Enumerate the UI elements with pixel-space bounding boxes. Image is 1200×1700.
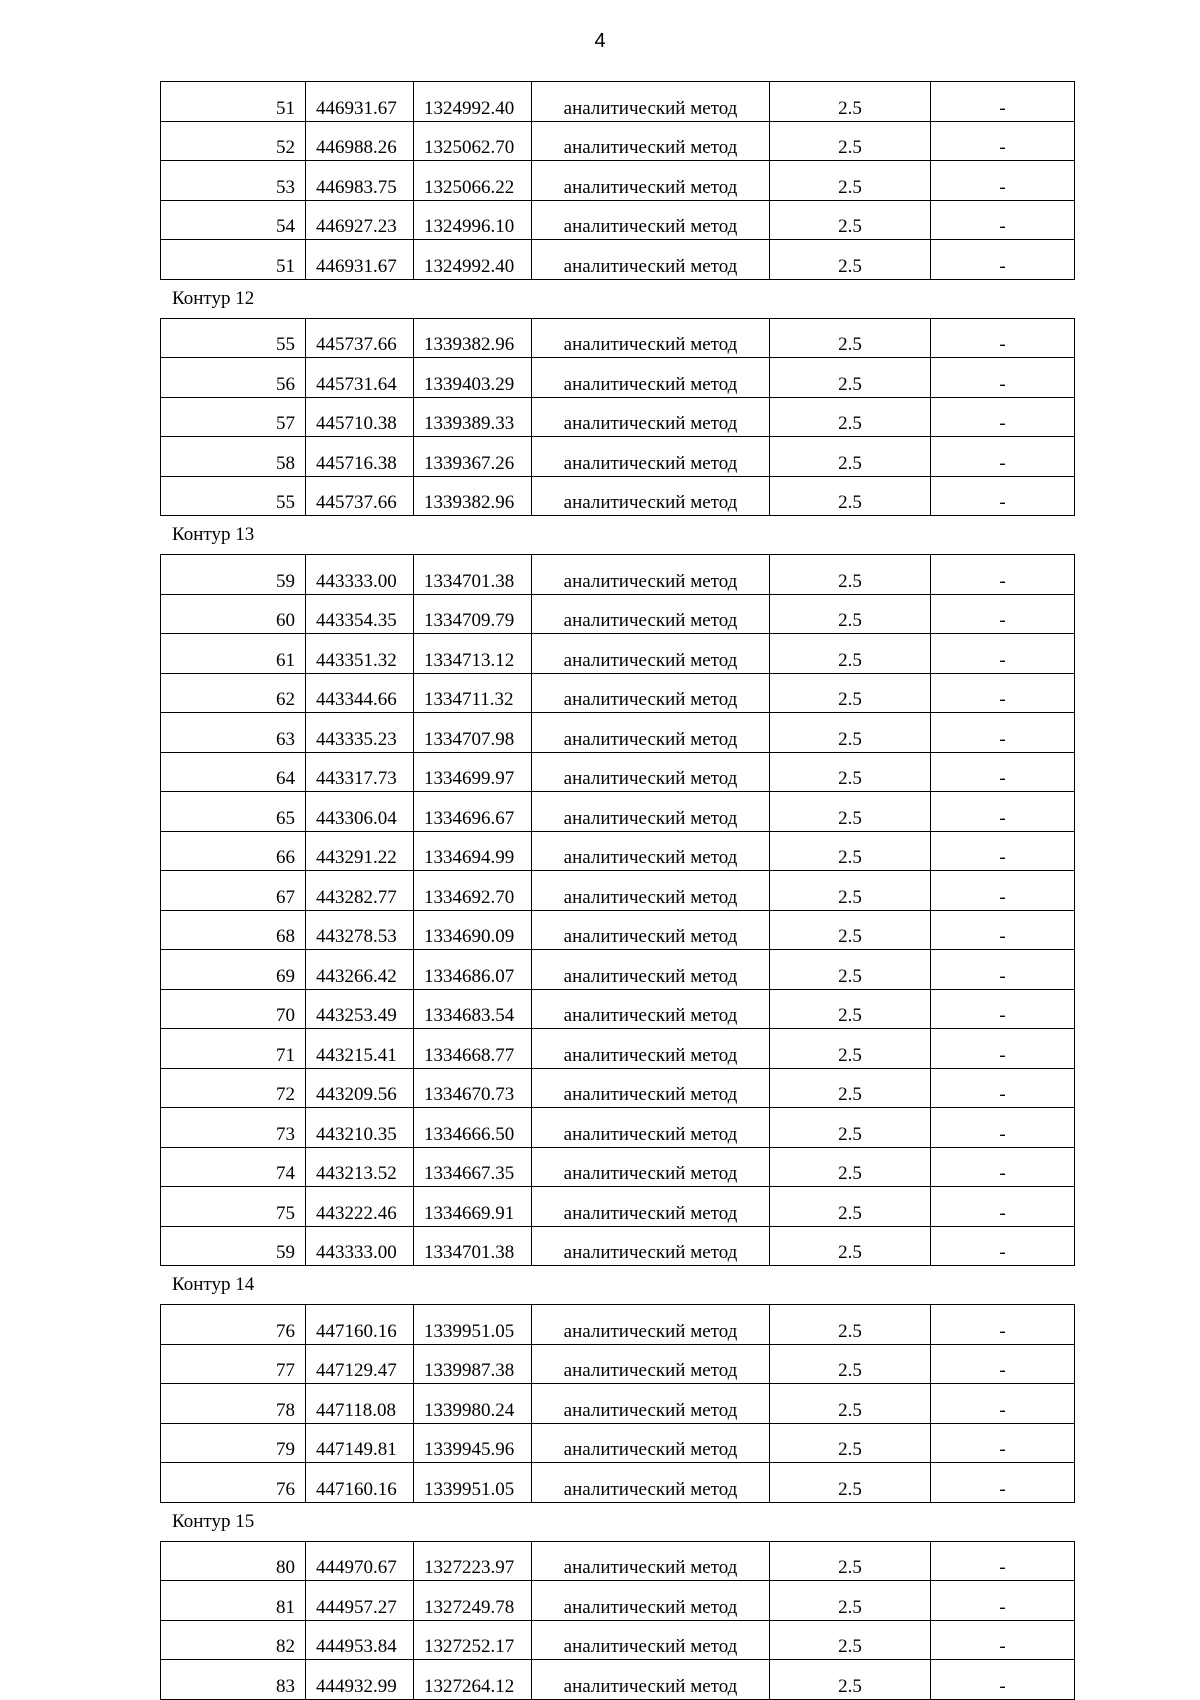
table-row (161, 713, 1075, 753)
y-coordinate-cell: 1327223.97 (414, 1541, 532, 1581)
y-coordinate-cell: 1334701.38 (414, 1226, 532, 1266)
page-number: 4 (594, 30, 606, 52)
point-number-cell: 80 (161, 1541, 306, 1581)
table-row (161, 1423, 1075, 1463)
note-cell: - (931, 1660, 1075, 1700)
table-row (161, 200, 1075, 240)
table-row (161, 752, 1075, 792)
x-coordinate-cell: 443213.52 (306, 1147, 414, 1187)
point-number-cell: 60 (161, 594, 306, 634)
x-coordinate-cell: 445710.38 (306, 397, 414, 437)
point-number-cell: 79 (161, 1423, 306, 1463)
note-cell: - (931, 397, 1075, 437)
x-coordinate-cell: 443278.53 (306, 910, 414, 950)
method-cell: аналитический метод (532, 1384, 770, 1424)
table-row (161, 1029, 1075, 1069)
y-coordinate-cell: 1339951.05 (414, 1463, 532, 1503)
accuracy-cell: 2.5 (770, 1305, 931, 1345)
note-cell: - (931, 1620, 1075, 1660)
method-cell: аналитический метод (532, 1344, 770, 1384)
y-coordinate-cell: 1339951.05 (414, 1305, 532, 1345)
y-coordinate-cell: 1339980.24 (414, 1384, 532, 1424)
y-coordinate-cell: 1339382.96 (414, 476, 532, 516)
method-cell: аналитический метод (532, 1226, 770, 1266)
x-coordinate-cell: 445716.38 (306, 437, 414, 477)
x-coordinate-cell: 443282.77 (306, 871, 414, 911)
method-cell: аналитический метод (532, 1305, 770, 1345)
note-cell: - (931, 121, 1075, 161)
coordinates-table (160, 318, 1075, 517)
method-cell: аналитический метод (532, 831, 770, 871)
point-number-cell: 57 (161, 397, 306, 437)
y-coordinate-cell: 1324992.40 (414, 82, 532, 122)
y-coordinate-cell: 1324992.40 (414, 240, 532, 280)
coordinates-table (160, 1304, 1075, 1503)
y-coordinate-cell: 1334669.91 (414, 1187, 532, 1227)
table-row (161, 871, 1075, 911)
note-cell: - (931, 1344, 1075, 1384)
x-coordinate-cell: 447160.16 (306, 1305, 414, 1345)
method-cell: аналитический метод (532, 82, 770, 122)
contour-label: Контур 12 (172, 287, 255, 309)
note-cell: - (931, 555, 1075, 595)
point-number-cell: 64 (161, 752, 306, 792)
point-number-cell: 55 (161, 318, 306, 358)
point-number-cell: 74 (161, 1147, 306, 1187)
method-cell: аналитический метод (532, 792, 770, 832)
accuracy-cell: 2.5 (770, 634, 931, 674)
accuracy-cell: 2.5 (770, 82, 931, 122)
x-coordinate-cell: 447129.47 (306, 1344, 414, 1384)
accuracy-cell: 2.5 (770, 752, 931, 792)
note-cell: - (931, 752, 1075, 792)
note-cell: - (931, 594, 1075, 634)
accuracy-cell: 2.5 (770, 1541, 931, 1581)
accuracy-cell: 2.5 (770, 910, 931, 950)
accuracy-cell: 2.5 (770, 200, 931, 240)
method-cell: аналитический метод (532, 358, 770, 398)
y-coordinate-cell: 1334713.12 (414, 634, 532, 674)
x-coordinate-cell: 443209.56 (306, 1068, 414, 1108)
point-number-cell: 67 (161, 871, 306, 911)
note-cell: - (931, 1423, 1075, 1463)
point-number-cell: 52 (161, 121, 306, 161)
point-number-cell: 76 (161, 1463, 306, 1503)
coordinates-document (160, 81, 1074, 1700)
note-cell: - (931, 634, 1075, 674)
y-coordinate-cell: 1334667.35 (414, 1147, 532, 1187)
table-row (161, 1344, 1075, 1384)
y-coordinate-cell: 1339945.96 (414, 1423, 532, 1463)
x-coordinate-cell: 444932.99 (306, 1660, 414, 1700)
point-number-cell: 83 (161, 1660, 306, 1700)
method-cell: аналитический метод (532, 397, 770, 437)
method-cell: аналитический метод (532, 989, 770, 1029)
accuracy-cell: 2.5 (770, 1384, 931, 1424)
note-cell: - (931, 792, 1075, 832)
accuracy-cell: 2.5 (770, 476, 931, 516)
x-coordinate-cell: 443333.00 (306, 1226, 414, 1266)
point-number-cell: 68 (161, 910, 306, 950)
x-coordinate-cell: 446988.26 (306, 121, 414, 161)
x-coordinate-cell: 446931.67 (306, 82, 414, 122)
x-coordinate-cell: 445731.64 (306, 358, 414, 398)
x-coordinate-cell: 444953.84 (306, 1620, 414, 1660)
accuracy-cell: 2.5 (770, 1187, 931, 1227)
y-coordinate-cell: 1334670.73 (414, 1068, 532, 1108)
note-cell: - (931, 910, 1075, 950)
note-cell: - (931, 1541, 1075, 1581)
coordinates-table (160, 1541, 1075, 1700)
table-row (161, 1226, 1075, 1266)
method-cell: аналитический метод (532, 1423, 770, 1463)
note-cell: - (931, 161, 1075, 201)
note-cell: - (931, 1305, 1075, 1345)
method-cell: аналитический метод (532, 1581, 770, 1621)
accuracy-cell: 2.5 (770, 792, 931, 832)
note-cell: - (931, 1068, 1075, 1108)
method-cell: аналитический метод (532, 1463, 770, 1503)
y-coordinate-cell: 1334692.70 (414, 871, 532, 911)
note-cell: - (931, 1108, 1075, 1148)
point-number-cell: 78 (161, 1384, 306, 1424)
accuracy-cell: 2.5 (770, 1029, 931, 1069)
method-cell: аналитический метод (532, 240, 770, 280)
table-row (161, 1620, 1075, 1660)
point-number-cell: 73 (161, 1108, 306, 1148)
accuracy-cell: 2.5 (770, 318, 931, 358)
x-coordinate-cell: 444957.27 (306, 1581, 414, 1621)
method-cell: аналитический метод (532, 1187, 770, 1227)
table-row (161, 121, 1075, 161)
note-cell: - (931, 673, 1075, 713)
point-number-cell: 51 (161, 82, 306, 122)
x-coordinate-cell: 445737.66 (306, 318, 414, 358)
x-coordinate-cell: 443354.35 (306, 594, 414, 634)
accuracy-cell: 2.5 (770, 950, 931, 990)
point-number-cell: 62 (161, 673, 306, 713)
method-cell: аналитический метод (532, 1541, 770, 1581)
y-coordinate-cell: 1339382.96 (414, 318, 532, 358)
accuracy-cell: 2.5 (770, 161, 931, 201)
note-cell: - (931, 1187, 1075, 1227)
x-coordinate-cell: 447160.16 (306, 1463, 414, 1503)
point-number-cell: 75 (161, 1187, 306, 1227)
accuracy-cell: 2.5 (770, 437, 931, 477)
point-number-cell: 77 (161, 1344, 306, 1384)
x-coordinate-cell: 445737.66 (306, 476, 414, 516)
method-cell: аналитический метод (532, 476, 770, 516)
note-cell: - (931, 1581, 1075, 1621)
x-coordinate-cell: 443253.49 (306, 989, 414, 1029)
accuracy-cell: 2.5 (770, 1226, 931, 1266)
method-cell: аналитический метод (532, 673, 770, 713)
method-cell: аналитический метод (532, 634, 770, 674)
table-row (161, 82, 1075, 122)
table-row (161, 831, 1075, 871)
table-row (161, 673, 1075, 713)
accuracy-cell: 2.5 (770, 1463, 931, 1503)
point-number-cell: 56 (161, 358, 306, 398)
accuracy-cell: 2.5 (770, 1068, 931, 1108)
note-cell: - (931, 1463, 1075, 1503)
y-coordinate-cell: 1334711.32 (414, 673, 532, 713)
y-coordinate-cell: 1334707.98 (414, 713, 532, 753)
accuracy-cell: 2.5 (770, 713, 931, 753)
point-number-cell: 70 (161, 989, 306, 1029)
note-cell: - (931, 476, 1075, 516)
accuracy-cell: 2.5 (770, 871, 931, 911)
table-row (161, 318, 1075, 358)
method-cell: аналитический метод (532, 950, 770, 990)
table-row (161, 1068, 1075, 1108)
method-cell: аналитический метод (532, 1620, 770, 1660)
table-row (161, 358, 1075, 398)
table-row (161, 240, 1075, 280)
x-coordinate-cell: 447149.81 (306, 1423, 414, 1463)
y-coordinate-cell: 1327252.17 (414, 1620, 532, 1660)
table-row (161, 555, 1075, 595)
method-cell: аналитический метод (532, 1068, 770, 1108)
point-number-cell: 81 (161, 1581, 306, 1621)
x-coordinate-cell: 447118.08 (306, 1384, 414, 1424)
accuracy-cell: 2.5 (770, 121, 931, 161)
accuracy-cell: 2.5 (770, 1581, 931, 1621)
accuracy-cell: 2.5 (770, 1620, 931, 1660)
y-coordinate-cell: 1334683.54 (414, 989, 532, 1029)
y-coordinate-cell: 1334686.07 (414, 950, 532, 990)
y-coordinate-cell: 1339987.38 (414, 1344, 532, 1384)
point-number-cell: 55 (161, 476, 306, 516)
accuracy-cell: 2.5 (770, 397, 931, 437)
x-coordinate-cell: 444970.67 (306, 1541, 414, 1581)
x-coordinate-cell: 443291.22 (306, 831, 414, 871)
point-number-cell: 61 (161, 634, 306, 674)
x-coordinate-cell: 446931.67 (306, 240, 414, 280)
y-coordinate-cell: 1327264.12 (414, 1660, 532, 1700)
y-coordinate-cell: 1339403.29 (414, 358, 532, 398)
accuracy-cell: 2.5 (770, 1344, 931, 1384)
point-number-cell: 66 (161, 831, 306, 871)
y-coordinate-cell: 1325062.70 (414, 121, 532, 161)
x-coordinate-cell: 443210.35 (306, 1108, 414, 1148)
table-row (161, 476, 1075, 516)
method-cell: аналитический метод (532, 1660, 770, 1700)
x-coordinate-cell: 443351.32 (306, 634, 414, 674)
y-coordinate-cell: 1334696.67 (414, 792, 532, 832)
y-coordinate-cell: 1334701.38 (414, 555, 532, 595)
y-coordinate-cell: 1334709.79 (414, 594, 532, 634)
table-row (161, 1660, 1075, 1700)
table-row (161, 1581, 1075, 1621)
note-cell: - (931, 989, 1075, 1029)
table-row (161, 1463, 1075, 1503)
accuracy-cell: 2.5 (770, 1147, 931, 1187)
y-coordinate-cell: 1339389.33 (414, 397, 532, 437)
table-row (161, 1384, 1075, 1424)
point-number-cell: 71 (161, 1029, 306, 1069)
x-coordinate-cell: 443306.04 (306, 792, 414, 832)
note-cell: - (931, 240, 1075, 280)
table-row (161, 397, 1075, 437)
method-cell: аналитический метод (532, 121, 770, 161)
x-coordinate-cell: 446927.23 (306, 200, 414, 240)
note-cell: - (931, 713, 1075, 753)
note-cell: - (931, 871, 1075, 911)
method-cell: аналитический метод (532, 318, 770, 358)
table-row (161, 1305, 1075, 1345)
x-coordinate-cell: 446983.75 (306, 161, 414, 201)
point-number-cell: 65 (161, 792, 306, 832)
point-number-cell: 54 (161, 200, 306, 240)
x-coordinate-cell: 443333.00 (306, 555, 414, 595)
note-cell: - (931, 82, 1075, 122)
y-coordinate-cell: 1334668.77 (414, 1029, 532, 1069)
method-cell: аналитический метод (532, 594, 770, 634)
accuracy-cell: 2.5 (770, 1423, 931, 1463)
table-row (161, 437, 1075, 477)
point-number-cell: 53 (161, 161, 306, 201)
point-number-cell: 69 (161, 950, 306, 990)
y-coordinate-cell: 1339367.26 (414, 437, 532, 477)
accuracy-cell: 2.5 (770, 1108, 931, 1148)
method-cell: аналитический метод (532, 1108, 770, 1148)
note-cell: - (931, 358, 1075, 398)
method-cell: аналитический метод (532, 161, 770, 201)
note-cell: - (931, 1029, 1075, 1069)
note-cell: - (931, 200, 1075, 240)
x-coordinate-cell: 443335.23 (306, 713, 414, 753)
method-cell: аналитический метод (532, 752, 770, 792)
contour-label: Контур 13 (172, 524, 255, 545)
point-number-cell: 59 (161, 1226, 306, 1266)
method-cell: аналитический метод (532, 1029, 770, 1069)
table-row (161, 910, 1075, 950)
table-row (161, 1108, 1075, 1148)
accuracy-cell: 2.5 (770, 555, 931, 595)
accuracy-cell: 2.5 (770, 673, 931, 713)
note-cell: - (931, 437, 1075, 477)
x-coordinate-cell: 443317.73 (306, 752, 414, 792)
method-cell: аналитический метод (532, 555, 770, 595)
accuracy-cell: 2.5 (770, 594, 931, 634)
y-coordinate-cell: 1334690.09 (414, 910, 532, 950)
y-coordinate-cell: 1334694.99 (414, 831, 532, 871)
point-number-cell: 76 (161, 1305, 306, 1345)
y-coordinate-cell: 1327249.78 (414, 1581, 532, 1621)
y-coordinate-cell: 1324996.10 (414, 200, 532, 240)
note-cell: - (931, 1384, 1075, 1424)
table-row (161, 1187, 1075, 1227)
table-row (161, 161, 1075, 201)
table-row (161, 1541, 1075, 1581)
x-coordinate-cell: 443266.42 (306, 950, 414, 990)
point-number-cell: 82 (161, 1620, 306, 1660)
method-cell: аналитический метод (532, 437, 770, 477)
x-coordinate-cell: 443215.41 (306, 1029, 414, 1069)
point-number-cell: 72 (161, 1068, 306, 1108)
point-number-cell: 58 (161, 437, 306, 477)
note-cell: - (931, 950, 1075, 990)
x-coordinate-cell: 443222.46 (306, 1187, 414, 1227)
accuracy-cell: 2.5 (770, 358, 931, 398)
x-coordinate-cell: 443344.66 (306, 673, 414, 713)
table-row (161, 1147, 1075, 1187)
accuracy-cell: 2.5 (770, 989, 931, 1029)
accuracy-cell: 2.5 (770, 1660, 931, 1700)
accuracy-cell: 2.5 (770, 831, 931, 871)
method-cell: аналитический метод (532, 910, 770, 950)
note-cell: - (931, 1226, 1075, 1266)
method-cell: аналитический метод (532, 713, 770, 753)
accuracy-cell: 2.5 (770, 240, 931, 280)
note-cell: - (931, 318, 1075, 358)
point-number-cell: 51 (161, 240, 306, 280)
table-row (161, 989, 1075, 1029)
point-number-cell: 59 (161, 555, 306, 595)
y-coordinate-cell: 1325066.22 (414, 161, 532, 201)
contour-label: Контур 15 (172, 1510, 255, 1532)
note-cell: - (931, 831, 1075, 871)
table-row (161, 950, 1075, 990)
y-coordinate-cell: 1334666.50 (414, 1108, 532, 1148)
coordinates-table (160, 81, 1075, 280)
contour-label: Контур 14 (172, 1274, 255, 1295)
coordinates-table (160, 554, 1075, 1266)
note-cell: - (931, 1147, 1075, 1187)
y-coordinate-cell: 1334699.97 (414, 752, 532, 792)
table-row (161, 792, 1075, 832)
method-cell: аналитический метод (532, 1147, 770, 1187)
method-cell: аналитический метод (532, 871, 770, 911)
point-number-cell: 63 (161, 713, 306, 753)
method-cell: аналитический метод (532, 200, 770, 240)
table-row (161, 634, 1075, 674)
table-row (161, 594, 1075, 634)
